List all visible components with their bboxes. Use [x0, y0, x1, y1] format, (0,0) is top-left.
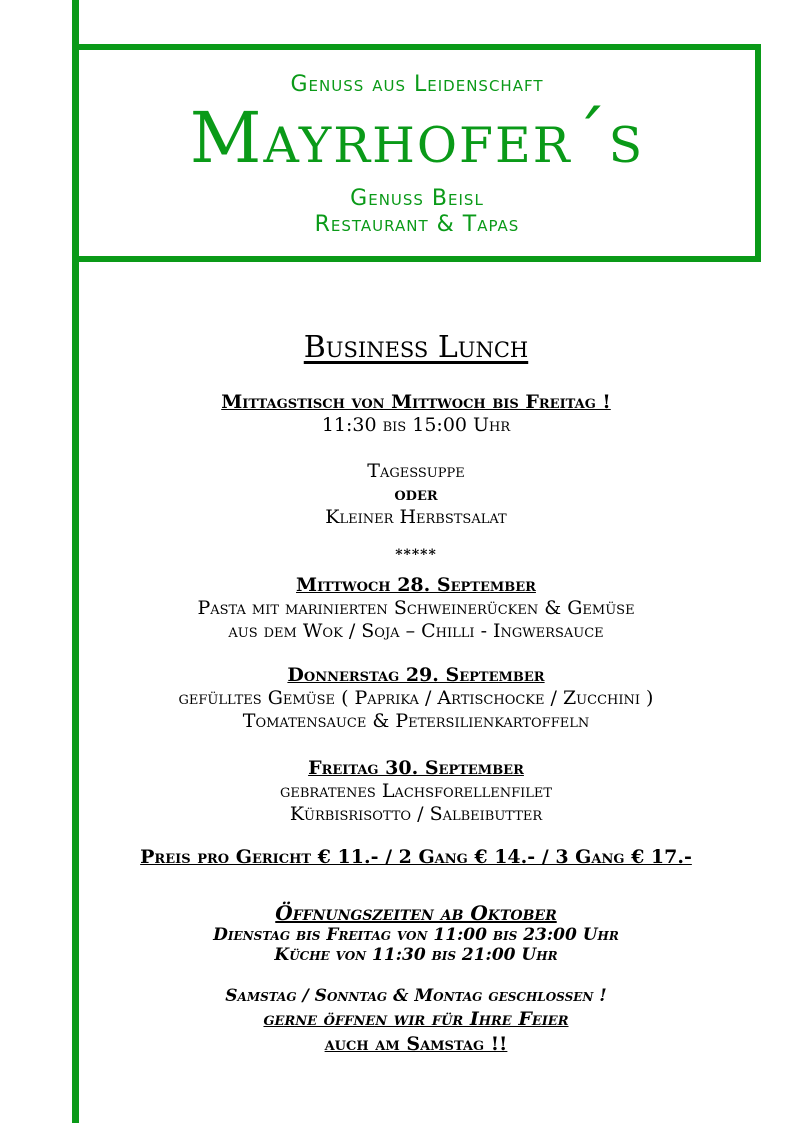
day-dish-wednesday-1: Pasta mit marinierten Schweinerücken & Gemüse — [197, 597, 635, 619]
menu-section — [80, 0, 752, 1123]
day-heading-thursday: Donnerstag 29. September — [287, 664, 545, 686]
event-note-1: gerne öffnen wir für Ihre Feier — [263, 1008, 569, 1030]
lunch-hours: 11:30 bis 15:00 Uhr — [321, 414, 511, 436]
day-dish-thursday-1: gefülltes Gemüse ( Paprika / Artischocke / Zucchini ) — [178, 687, 654, 709]
starter-soup: Tagessuppe — [367, 460, 465, 482]
restaurant-name: Mayrhofer´s — [189, 97, 645, 179]
price-line: Preis pro Gericht € 11.- / 2 Gang € 14.- / 3 Gang € 17.- — [140, 846, 692, 868]
day-dish-wednesday-2: aus dem Wok / Soja – Chilli - Ingwersauce — [228, 620, 604, 642]
closed-days: Samstag / Sonntag & Montag geschlossen ! — [225, 986, 607, 1006]
day-dish-friday-2: Kürbisrisotto / Salbeibutter — [289, 803, 543, 825]
menu-title: Business Lunch — [303, 330, 529, 365]
opening-hours-line-1: Dienstag bis Freitag von 11:00 bis 23:00 Uhr — [213, 925, 619, 945]
lunch-days-heading: Mittagstisch von Mittwoch bis Freitag ! — [221, 391, 611, 413]
separator: ***** — [395, 547, 437, 563]
starter-salad: Kleiner Herbstsalat — [325, 506, 507, 528]
day-dish-thursday-2: Tomatensauce & Petersilienkartoffeln — [242, 710, 590, 732]
subtitle-restaurant-tapas: Restaurant & Tapas — [314, 212, 520, 237]
subtitle-genuss-beisl: Genuss Beisl — [350, 186, 484, 211]
opening-hours-heading: Öffnungszeiten ab Oktober — [275, 901, 557, 925]
day-heading-wednesday: Mittwoch 28. September — [296, 574, 536, 596]
day-dish-friday-1: gebratenes Lachsforellenfilet — [279, 780, 553, 802]
starter-or: oder — [394, 483, 438, 505]
day-heading-friday: Freitag 30. September — [308, 757, 524, 779]
opening-hours-line-2: Küche von 11:30 bis 21:00 Uhr — [274, 945, 558, 965]
tagline: Genuss aus Leidenschaft — [290, 72, 544, 97]
event-note-2: auch am Samstag !! — [324, 1033, 508, 1055]
